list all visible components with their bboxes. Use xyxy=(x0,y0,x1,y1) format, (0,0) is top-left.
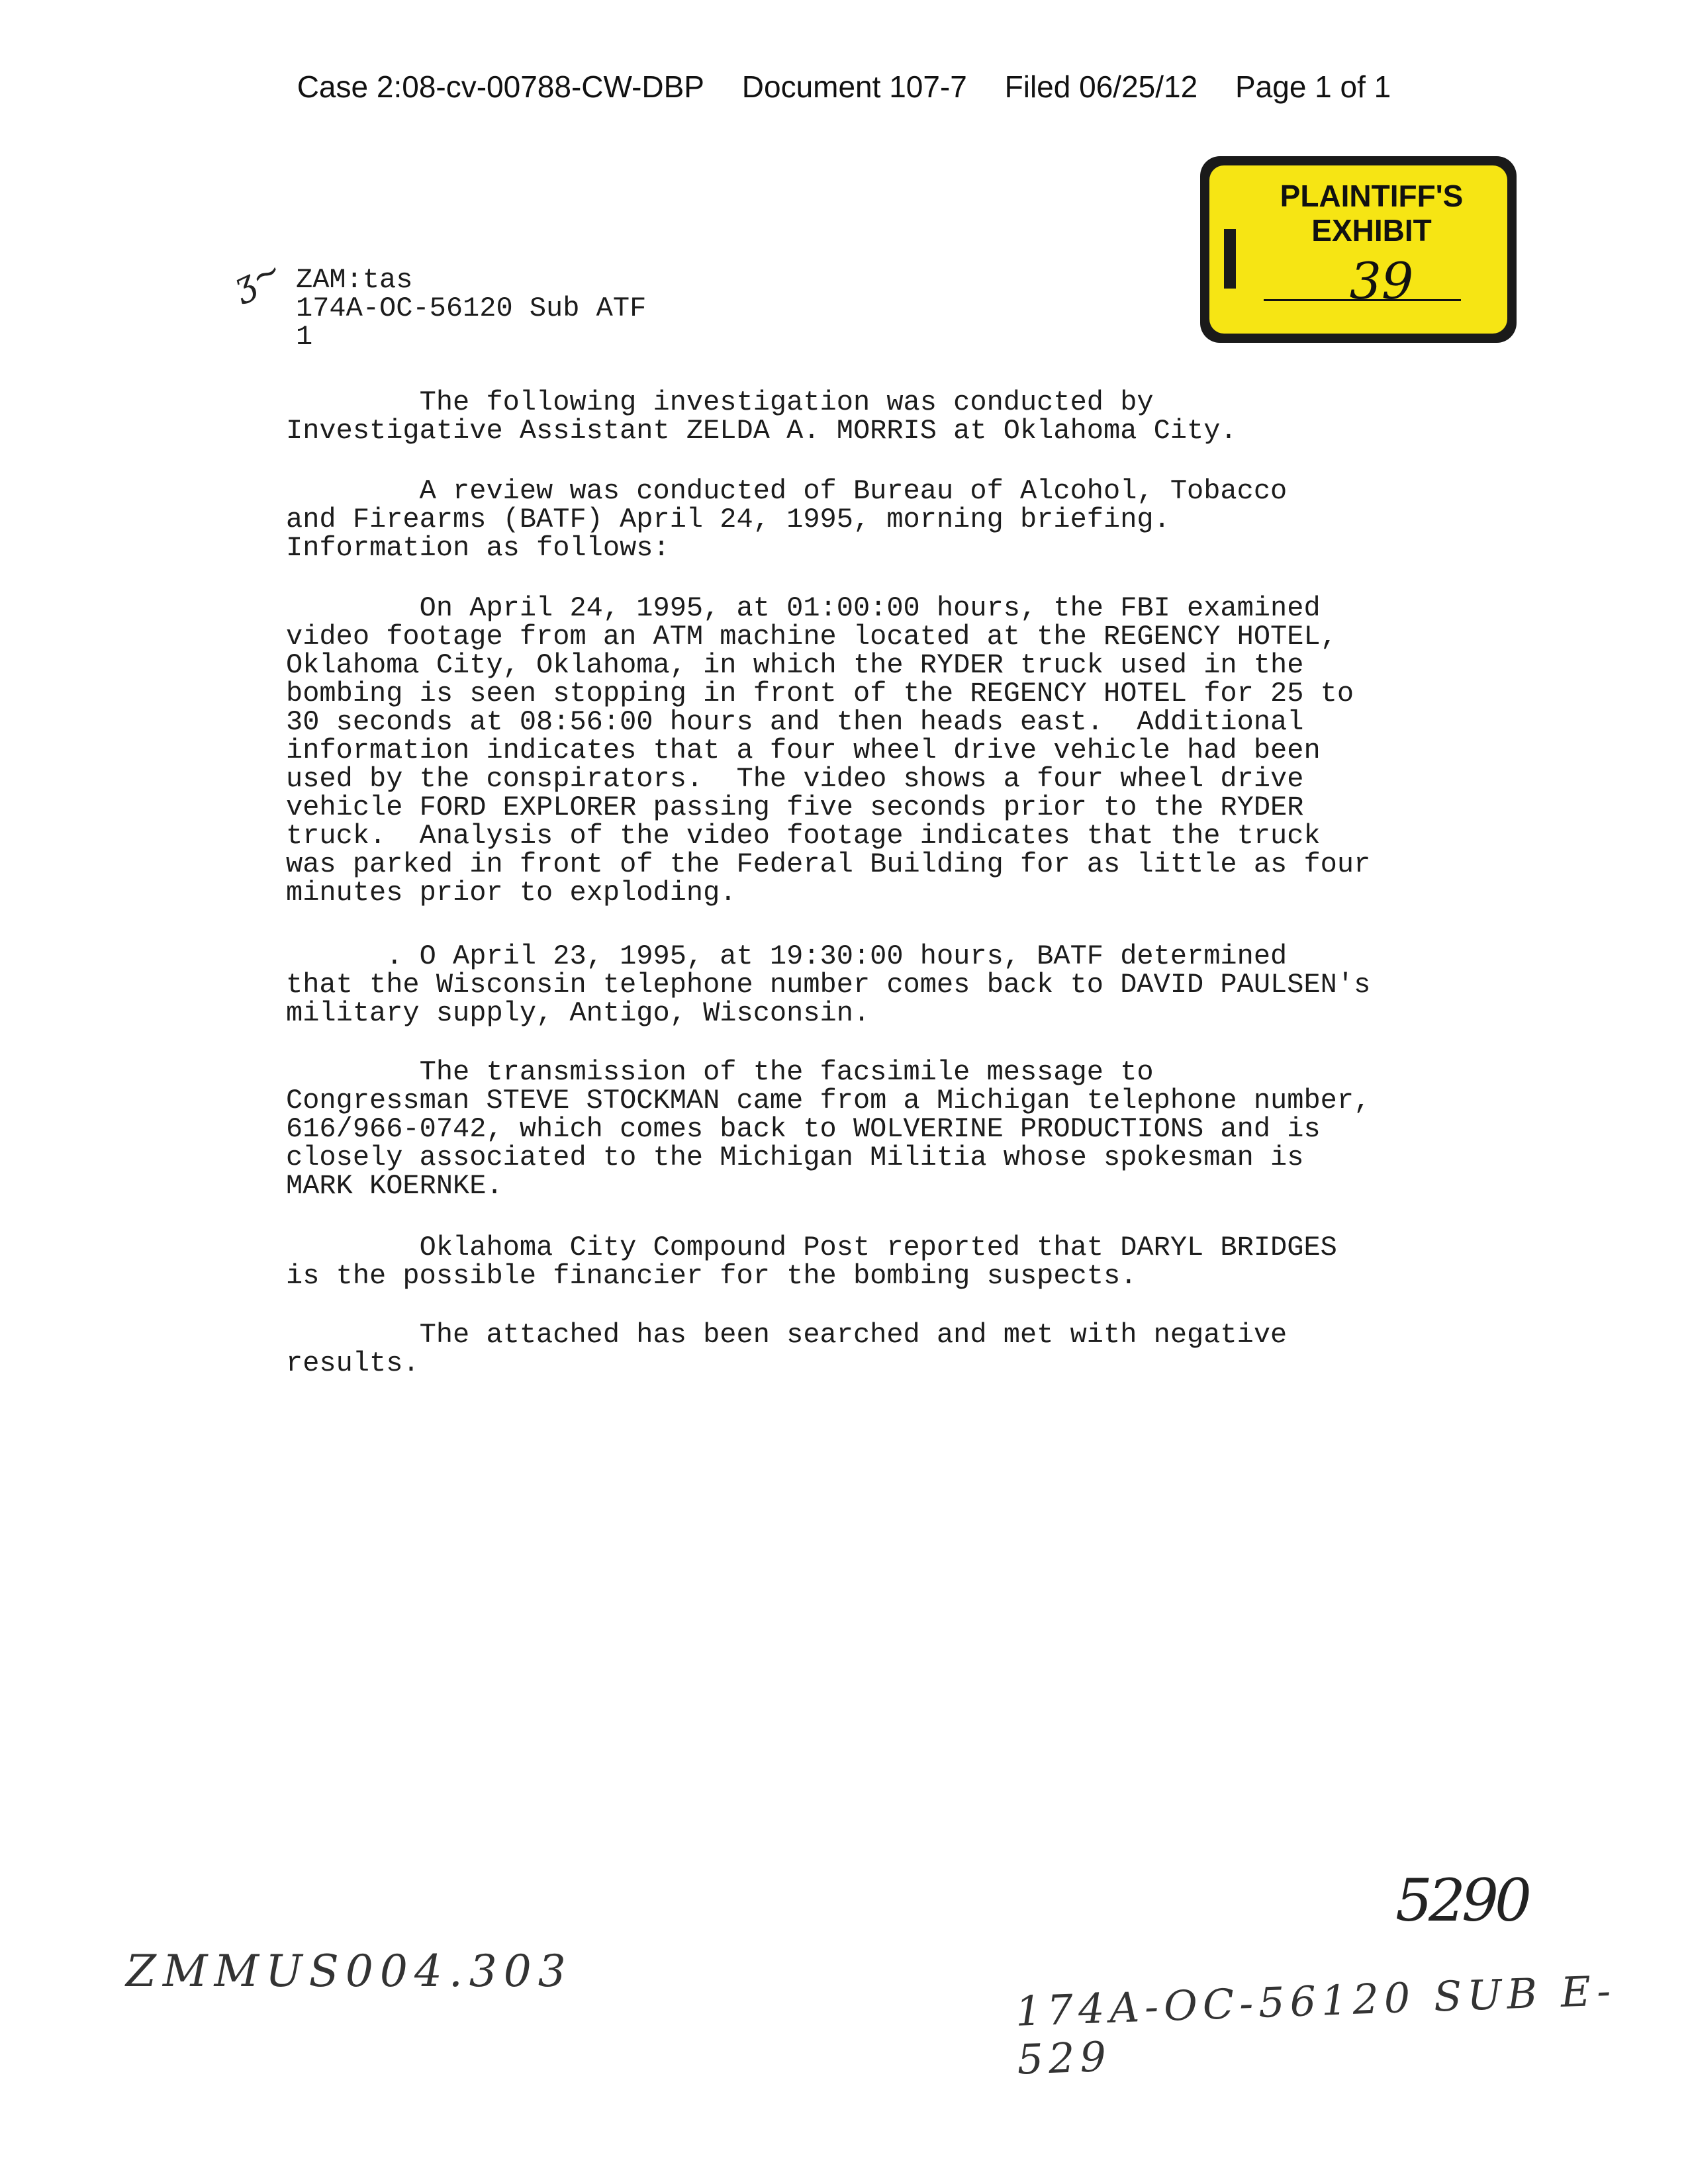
text-line: On April 24, 1995, at 01:00:00 hours, the FBI examined xyxy=(286,592,1321,624)
text-line: A review was conducted of Bureau of Alcohol, Tobacco xyxy=(286,475,1288,507)
text-line: truck. Analysis of the video footage indicates that the truck xyxy=(286,820,1321,852)
text-line: that the Wisconsin telephone number comes back to DAVID PAULSEN's xyxy=(286,969,1371,1001)
exhibit-title-line2: EXHIBIT xyxy=(1311,213,1432,248)
handwritten-bates-right: 174A-OC-56120 SUB E-529 xyxy=(1014,1966,1617,2084)
text-line: The attached has been searched and met with negative xyxy=(286,1319,1288,1351)
paragraph-search-results xyxy=(286,1321,1451,1378)
paragraph-video-footage xyxy=(286,594,1451,907)
text-line: used by the conspirators. The video shows a four wheel drive xyxy=(286,763,1304,795)
text-line: and Firearms (BATF) April 24, 1995, morning briefing. xyxy=(286,504,1170,535)
text-line: bombing is seen stopping in front of the REGENCY HOTEL for 25 to xyxy=(286,678,1354,709)
handwritten-bates-left: ZMMUS004.303 xyxy=(126,1946,573,1997)
paragraph-compound-post xyxy=(286,1234,1451,1291)
case-number: Case 2:08-cv-00788-CW-DBP xyxy=(297,69,704,104)
text-line: vehicle FORD EXPLORER passing five seconds prior to the RYDER xyxy=(286,792,1304,823)
text-line: information indicates that a four wheel drive vehicle had been xyxy=(286,735,1321,766)
text-line: The following investigation was conducted by xyxy=(286,387,1154,418)
text-line: is the possible financier for the bombing suspects. xyxy=(286,1260,1137,1292)
text-line: Investigative Assistant ZELDA A. MORRIS at Oklahoma City. xyxy=(286,415,1237,447)
text-line: . O April 23, 1995, at 19:30:00 hours, BATF determined xyxy=(286,940,1288,972)
text-line: Oklahoma City Compound Post reported that DARYL BRIDGES xyxy=(286,1232,1337,1263)
text-line: The transmission of the facsimile message to xyxy=(286,1056,1154,1088)
exhibit-sticker xyxy=(1200,156,1517,343)
text-line: Information as follows: xyxy=(286,532,670,564)
text-line: 30 seconds at 08:56:00 hours and then heads east. Additional xyxy=(286,706,1304,738)
text-line: was parked in front of the Federal Building for as little as four xyxy=(286,848,1371,880)
exhibit-title-line1: PLAINTIFF'S xyxy=(1280,179,1464,213)
sticker-brand-mark xyxy=(1224,229,1236,289)
text-line: Congressman STEVE STOCKMAN came from a Michigan telephone number, xyxy=(286,1085,1371,1116)
text-line: military supply, Antigo, Wisconsin. xyxy=(286,997,870,1029)
handwritten-page-number: 5290 xyxy=(1395,1866,1528,1934)
paragraph-batf-review xyxy=(286,477,1451,563)
handwritten-initials-mark: ʒ~ xyxy=(226,250,288,306)
file-header xyxy=(296,266,646,351)
text-line: MARK KOERNKE. xyxy=(286,1170,503,1202)
text-line: minutes prior to exploding. xyxy=(286,877,737,909)
document-number: Document 107-7 xyxy=(741,69,967,104)
page-indicator: Page 1 of 1 xyxy=(1235,69,1391,104)
file-number: 174A-OC-56120 Sub ATF xyxy=(296,293,647,324)
paragraph-facsimile xyxy=(286,1058,1451,1201)
exhibit-title xyxy=(1249,179,1494,248)
text-line: results. xyxy=(286,1347,420,1379)
text-line: video footage from an ATM machine located at the REGENCY HOTEL, xyxy=(286,621,1337,653)
page-number: 1 xyxy=(296,321,313,353)
text-line: closely associated to the Michigan Militia whose spokesman is xyxy=(286,1142,1304,1173)
court-filing-header xyxy=(0,69,1688,105)
exhibit-number-underline xyxy=(1264,299,1461,301)
author-initials: ZAM:tas xyxy=(296,264,413,296)
exhibit-number: 39 xyxy=(1349,251,1414,310)
text-line: 616/966-0742, which comes back to WOLVERINE PRODUCTIONS and is xyxy=(286,1113,1321,1145)
exhibit-sticker-face xyxy=(1209,165,1507,334)
paragraph-investigation-intro xyxy=(286,388,1451,445)
paragraph-wisconsin-number xyxy=(286,942,1451,1028)
text-line: Oklahoma City, Oklahoma, in which the RYDER truck used in the xyxy=(286,649,1304,681)
filed-date: Filed 06/25/12 xyxy=(1004,69,1198,104)
